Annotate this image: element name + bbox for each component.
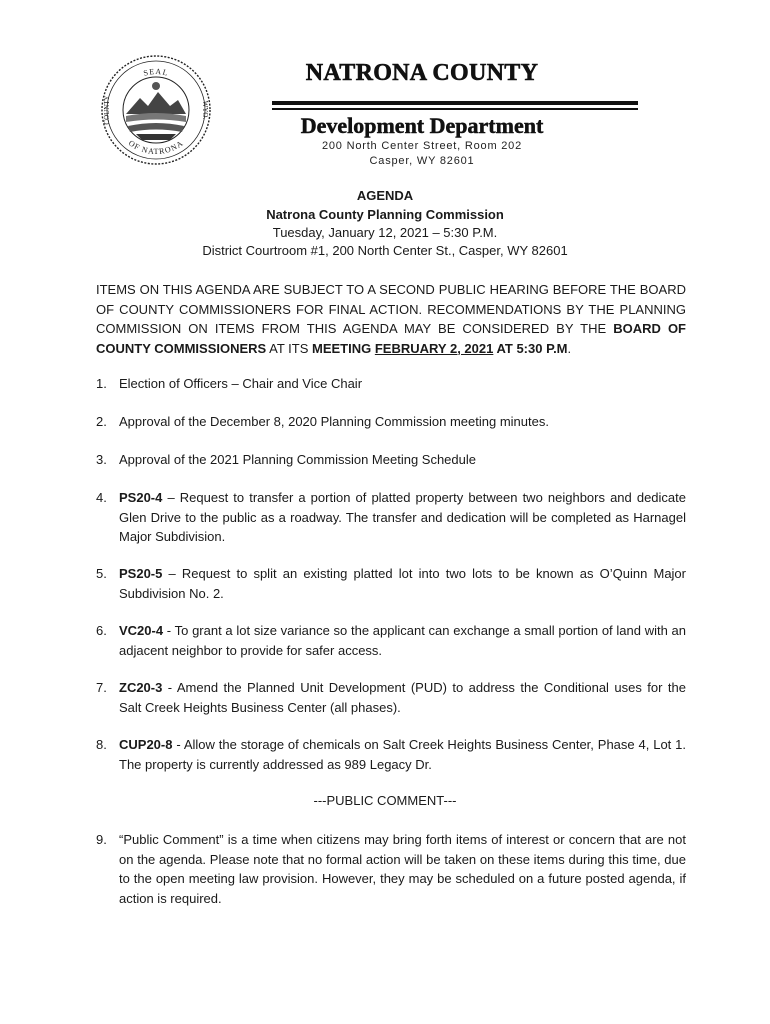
county-name: NATRONA COUNTY: [305, 60, 539, 86]
item-text: – Request to transfer a portion of platted property between two neighbors and dedicate Glen Drive to the public as a roadway. The transfer and dedication will be completed as Harnagel Major Subdivision.: [119, 490, 686, 544]
item-code: PS20-5: [119, 566, 163, 581]
item-text: Approval of the December 8, 2020 Planning Commission meeting minutes.: [119, 414, 549, 429]
agenda-item: [96, 374, 686, 394]
seal-bottom-text: OF NATRONA: [126, 138, 186, 157]
item-number: 3.: [96, 452, 107, 467]
item-text: “Public Comment” is a time when citizens may bring forth items of interest or concern that are not on the agenda. Please note that no formal action will be taken on these items during this time, due to the open meeting law provision. However, they may be scheduled on a future posted agenda, if action is required.: [119, 832, 686, 906]
agenda-item: [96, 450, 686, 470]
agenda-title: AGENDA: [356, 188, 414, 203]
item-number: 5.: [96, 566, 107, 581]
notice-text: ITEMS ON THIS AGENDA ARE SUBJECT TO A SECOND PUBLIC HEARING BEFORE THE BOARD OF COUNTY COMMISSIONERS FOR FINAL ACTION. RECOMMENDATIONS BY THE PLANNING COMMISSION ON ITEMS FROM THIS AGENDA MAY BE CONSIDERED BY THE: [96, 282, 686, 336]
hearing-notice: [96, 280, 686, 358]
notice-board: BOARD OF COUNTY COMMISSIONERS: [96, 321, 686, 356]
seal-right-text: WYO.: [201, 100, 209, 120]
county-seal: [100, 54, 212, 166]
svg-text:SEAL: [142, 67, 169, 78]
address-line-1: 200 North Center Street, Room 202: [321, 140, 523, 152]
seal-top-text: SEAL: [142, 66, 170, 78]
notice-meeting-date: FEBRUARY 2, 2021: [374, 340, 494, 356]
notice-end: .: [567, 340, 572, 356]
svg-text:OF NATRONA: [127, 138, 185, 156]
item-number: 1.: [96, 376, 107, 391]
header-rule-thin: [272, 108, 638, 110]
agenda-item: [96, 621, 686, 660]
item-number: 9.: [96, 832, 107, 847]
item-text: - Allow the storage of chemicals on Salt Creek Heights Business Center, Phase 4, Lot 1. The property is currently addressed as 989 Legacy Dr.: [119, 737, 686, 772]
item-number: 7.: [96, 680, 107, 695]
agenda-item: [96, 678, 686, 717]
item-text: Election of Officers – Chair and Vice Chair: [119, 376, 363, 391]
item-code: CUP20-8: [119, 737, 173, 752]
item-text: - To grant a lot size variance so the applicant can exchange a small portion of land with an adjacent neighbor to provide for safer access.: [119, 623, 686, 658]
item-text: - Amend the Planned Unit Development (PUD) to address the Conditional uses for the Salt Creek Heights Business Center (all phases).: [119, 680, 686, 715]
seal-scene: [126, 82, 186, 140]
header-rule-thick: [272, 101, 638, 105]
item-code: VC20-4: [119, 623, 164, 638]
meeting-location: District Courtroom #1, 200 North Center St., Casper, WY 82601: [202, 243, 568, 258]
item-code: ZC20-3: [119, 680, 163, 695]
agenda-item: [96, 735, 686, 774]
item-number: 2.: [96, 414, 107, 429]
meeting-date-time: Tuesday, January 12, 2021 – 5:30 P.M.: [272, 225, 498, 240]
notice-meeting: MEETING: [311, 340, 372, 356]
item-text: – Request to split an existing platted lot into two lots to be known as O’Quinn Major Subdivision No. 2.: [119, 566, 686, 601]
address-line-2: Casper, WY 82601: [369, 155, 475, 167]
department-name: Development Department: [300, 113, 544, 138]
agenda-item: [96, 412, 686, 432]
agenda-item: [96, 830, 686, 908]
commission-name: Natrona County Planning Commission: [266, 207, 504, 222]
agenda-item: [96, 488, 686, 547]
item-number: 8.: [96, 737, 107, 752]
item-code: PS20-4: [119, 490, 163, 505]
seal-left-text: COUNTY: [103, 95, 111, 125]
item-number: 4.: [96, 490, 107, 505]
notice-meeting-time: AT 5:30 P.M: [493, 340, 568, 356]
public-comment-divider: ---PUBLIC COMMENT---: [313, 793, 457, 808]
item-number: 6.: [96, 623, 107, 638]
notice-at-its: AT ITS: [266, 340, 312, 356]
item-text: Approval of the 2021 Planning Commission Meeting Schedule: [119, 452, 476, 467]
agenda-item: [96, 564, 686, 603]
